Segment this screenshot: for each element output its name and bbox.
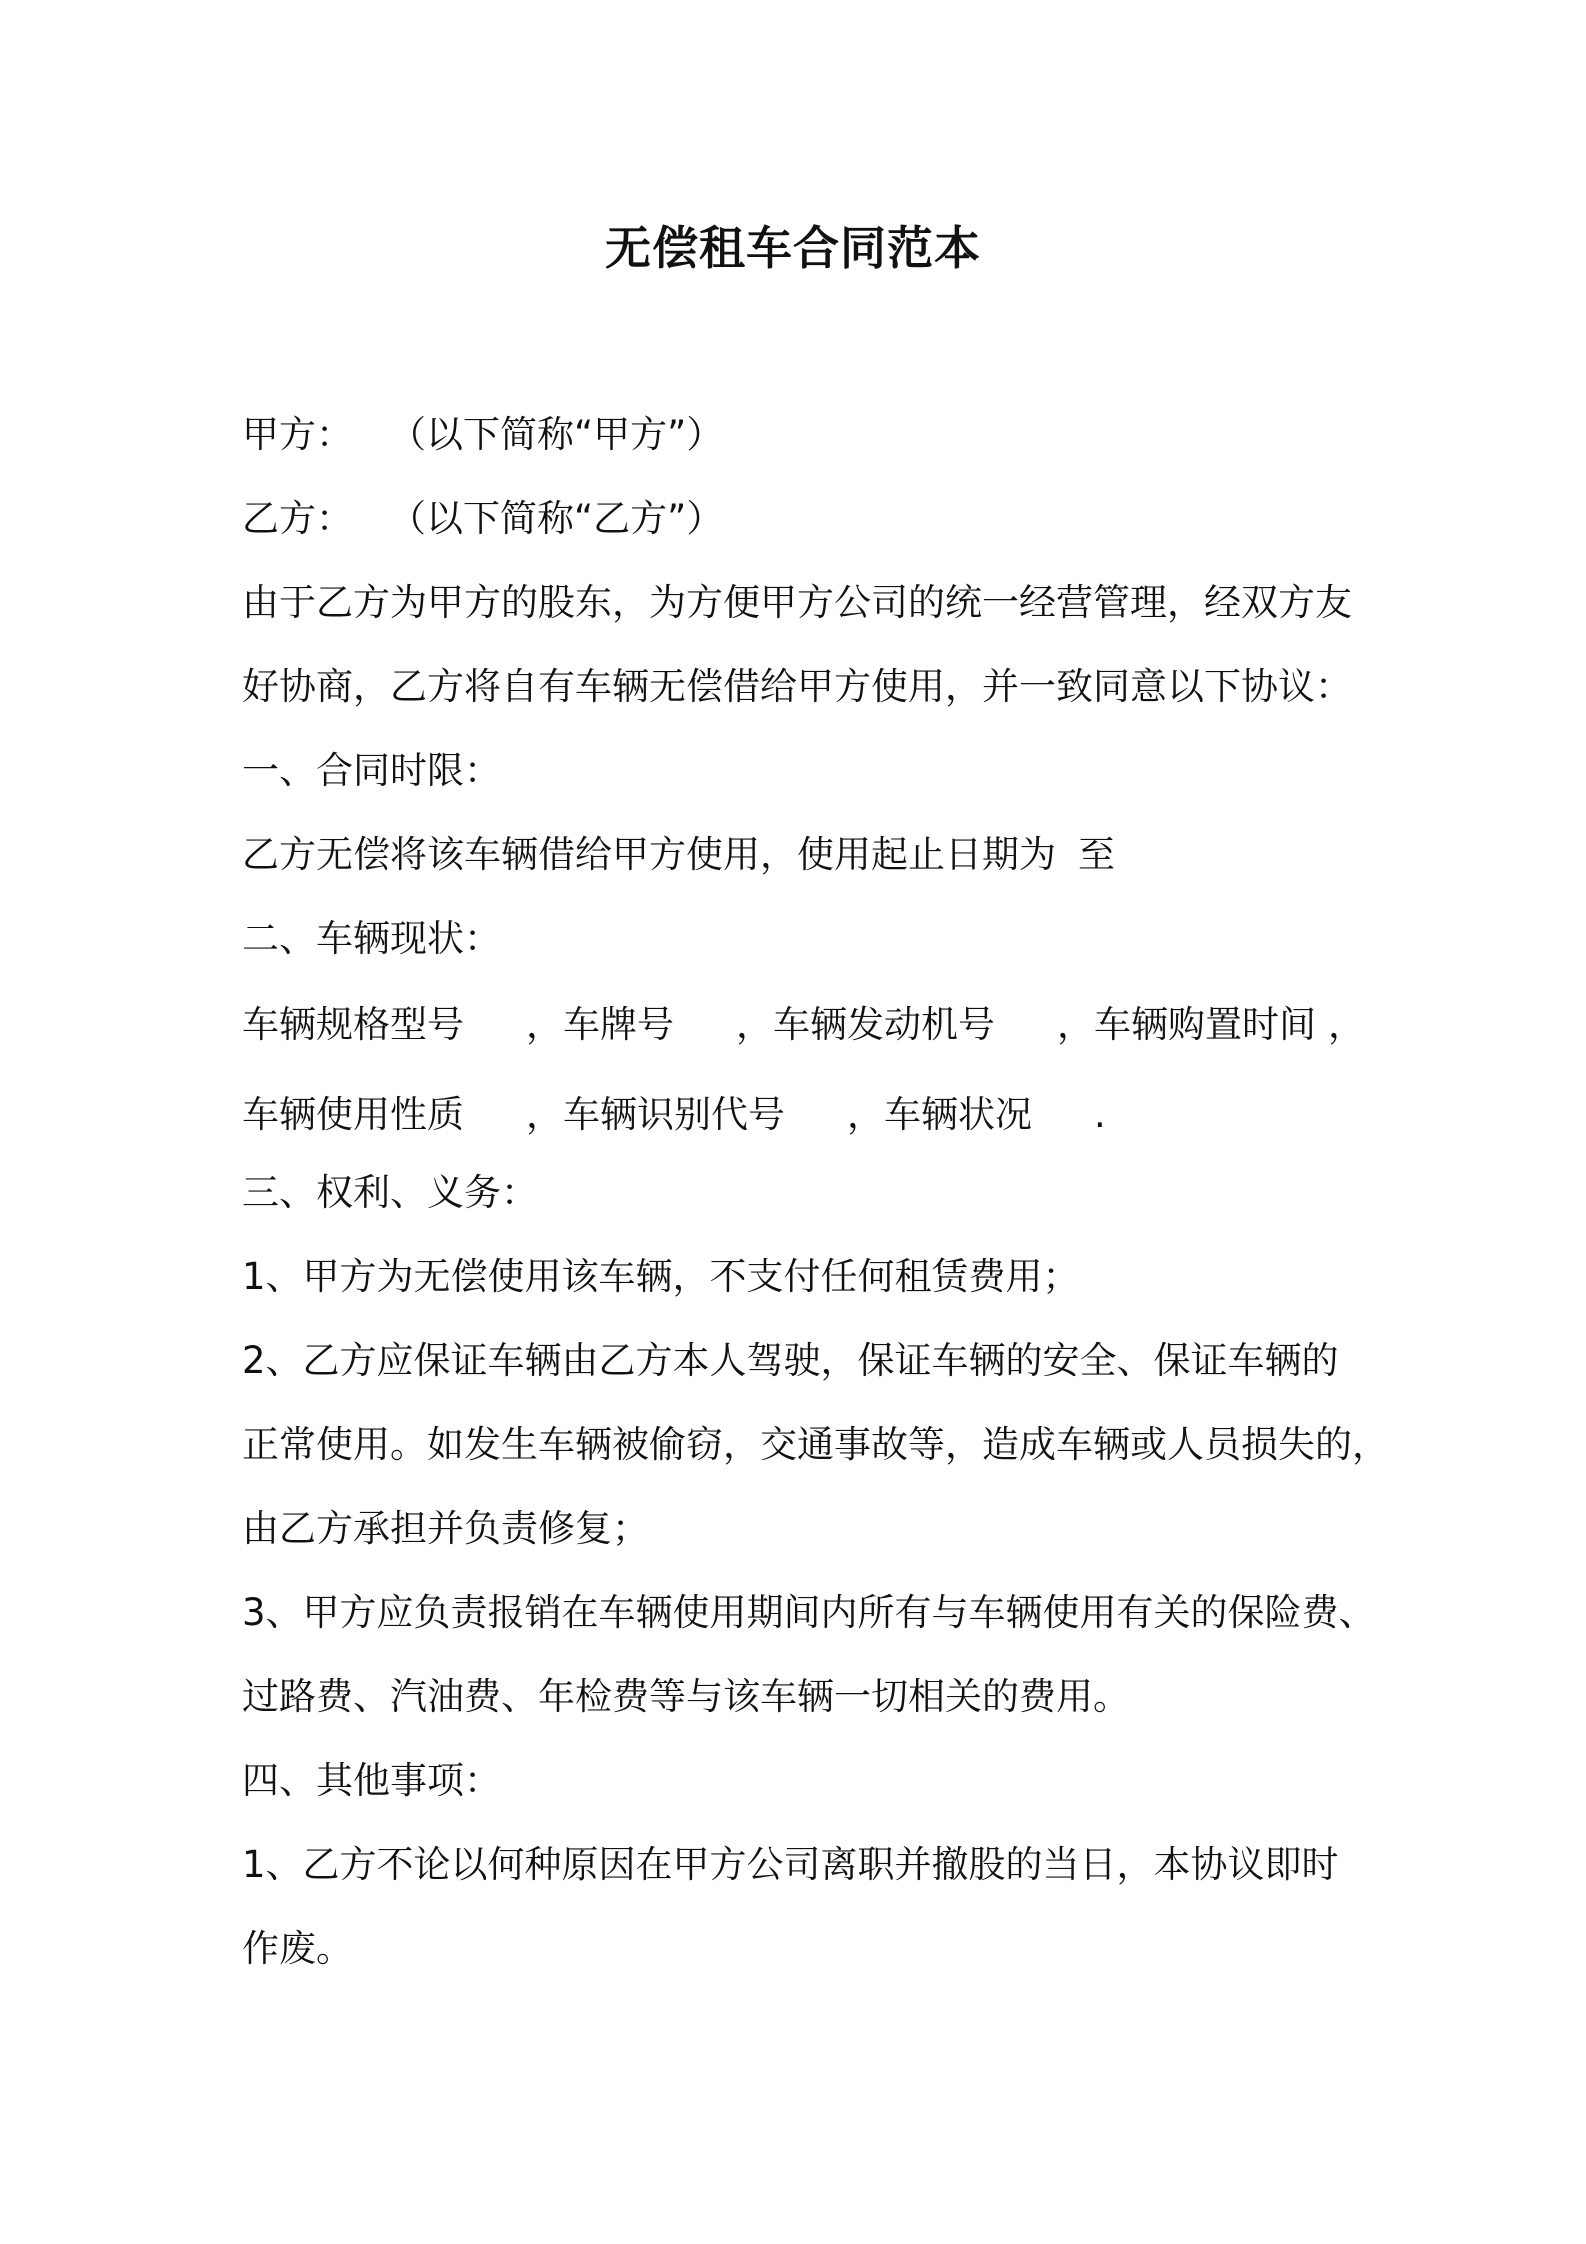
section-heading: 三、权利、义务： <box>242 1171 538 1214</box>
party-a-line <box>242 410 1402 460</box>
party-a-note: （以下简称“甲方”） <box>389 413 724 456</box>
section-heading: 四、其他事项： <box>242 1759 501 1802</box>
clause-item: 作废。 <box>242 1927 353 1970</box>
clause-item: 2、乙方应保证车辆由乙方本人驾驶，保证车辆的安全、保证车辆的 <box>242 1339 1339 1382</box>
section-heading: 一、合同时限： <box>242 749 501 792</box>
clause-item: 正常使用。如发生车辆被偷窃，交通事故等，造成车辆或人员损失的， <box>242 1423 1389 1466</box>
row-end-comma: ， <box>1328 1003 1365 1046</box>
engine-number-label: ，车辆发动机号 <box>736 1003 995 1046</box>
vehicle-condition-label: ，车辆状况 <box>847 1093 1032 1136</box>
document-title: 无偿租车合同范本 <box>605 221 981 275</box>
preamble-line: 好协商，乙方将自有车辆无偿借给甲方使用，并一致同意以下协议： <box>242 665 1352 708</box>
vehicle-row-2 <box>242 1090 1402 1140</box>
term-to: 至 <box>1078 833 1115 876</box>
vin-label: ，车辆识别代号 <box>526 1093 785 1136</box>
clause-item: 过路费、汽油费、年检费等与该车辆一切相关的费用。 <box>242 1675 1130 1718</box>
vehicle-row-1 <box>242 1000 1402 1050</box>
vehicle-model-label: 车辆规格型号 <box>242 1003 464 1046</box>
purchase-time-label: ，车辆购置时间 <box>1057 1003 1316 1046</box>
party-b-note: （以下简称“乙方”） <box>389 497 724 540</box>
plate-number-label: ，车牌号 <box>526 1003 674 1046</box>
section1-text <box>242 830 1402 880</box>
preamble-line: 由于乙方为甲方的股东，为方便甲方公司的统一经营管理，经双方友 <box>242 581 1352 624</box>
party-b-label: 乙方： <box>242 497 353 540</box>
party-a-label: 甲方： <box>242 413 353 456</box>
clause-item: 由乙方承担并负责修复； <box>242 1507 649 1550</box>
clause-item: 1、甲方为无偿使用该车辆，不支付任何租赁费用； <box>242 1255 1080 1298</box>
party-b-line <box>242 494 1402 544</box>
clause-item: 1、乙方不论以何种原因在甲方公司离职并撤股的当日，本协议即时 <box>242 1843 1339 1886</box>
term-text: 乙方无偿将该车辆借给甲方使用，使用起止日期为 <box>242 833 1056 876</box>
row-end-period: . <box>1094 1093 1106 1136</box>
clause-item: 3、甲方应负责报销在车辆使用期间内所有与车辆使用有关的保险费、 <box>242 1591 1376 1634</box>
usage-nature-label: 车辆使用性质 <box>242 1093 464 1136</box>
section-heading: 二、车辆现状： <box>242 917 501 960</box>
